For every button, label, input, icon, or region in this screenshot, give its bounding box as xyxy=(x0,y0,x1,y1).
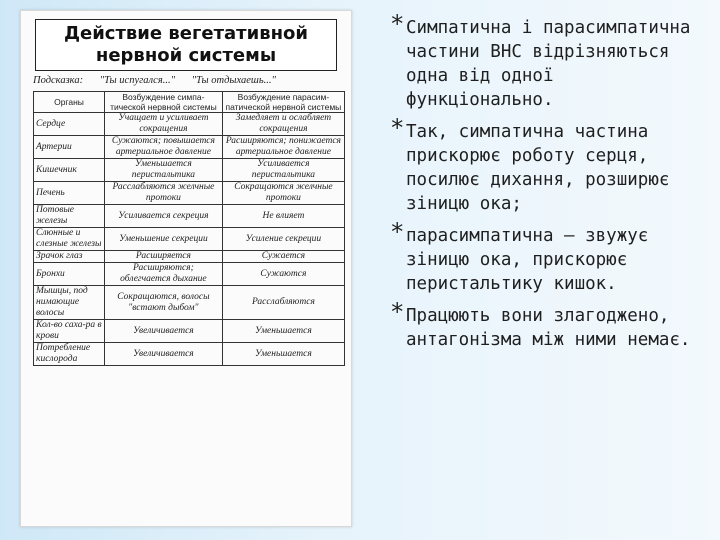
organ-cell: Кол-во саха-ра в крови xyxy=(34,320,105,343)
bullet-mark: * xyxy=(390,218,405,246)
sympathetic-cell: Уменьшается перистальтика xyxy=(105,159,223,182)
scanned-table-image xyxy=(20,10,352,527)
sympathetic-cell: Сокращаются, волосы "встают дыбом" xyxy=(105,286,223,320)
bullet-mark: * xyxy=(390,298,405,326)
organ-cell: Сердце xyxy=(34,113,105,136)
header-sympathetic: Возбуждение симпа-тической нервной системы xyxy=(105,92,223,113)
organ-cell: Потовые железы xyxy=(34,205,105,228)
hint-parasympathetic: "Ты отдыхаешь..." xyxy=(191,75,276,86)
sympathetic-cell: Сужаются; повышается артериальное давление xyxy=(105,136,223,159)
bullet-text: Так, симпатична частина прискорює роботу серця, посилює дихання, розширює зіницю ока; xyxy=(406,122,670,214)
table-row xyxy=(34,228,345,251)
header-parasympathetic: Возбуждение парасим-патической нервной системы xyxy=(222,92,344,113)
sympathetic-cell: Расширяются; облегчается дыхание xyxy=(105,263,223,286)
sympathetic-cell: Увеличивается xyxy=(105,343,223,366)
table-row xyxy=(34,113,345,136)
organ-cell: Слюнные и слезные железы xyxy=(34,228,105,251)
organ-cell: Бронхи xyxy=(34,263,105,286)
bullet-mark: * xyxy=(390,10,405,38)
parasympathetic-cell: Уменьшается xyxy=(222,343,344,366)
organ-cell: Зрачок глаз xyxy=(34,251,105,263)
parasympathetic-cell: Расширяются; понижается артериальное давление xyxy=(222,136,344,159)
parasympathetic-cell: Усиливается перистальтика xyxy=(222,159,344,182)
scan-title-line2: нервной системы xyxy=(95,45,277,66)
scan-hint xyxy=(33,75,345,86)
table-row xyxy=(34,343,345,366)
table-row xyxy=(34,182,345,205)
table-row xyxy=(34,286,345,320)
sympathetic-cell: Уменьшение секреции xyxy=(105,228,223,251)
ans-effects-table xyxy=(33,91,345,366)
bullet-item xyxy=(390,218,710,296)
organ-cell: Печень xyxy=(34,182,105,205)
sympathetic-cell: Учащает и усиливает сокращения xyxy=(105,113,223,136)
parasympathetic-cell: Не влияет xyxy=(222,205,344,228)
scan-title xyxy=(35,19,337,71)
table-row xyxy=(34,251,345,263)
organ-cell: Кишечник xyxy=(34,159,105,182)
parasympathetic-cell: Усиление секреции xyxy=(222,228,344,251)
parasympathetic-cell: Расслабляются xyxy=(222,286,344,320)
bullet-text: Симпатична і парасимпатична частини ВНС відрізняються одна від одної функціонально. xyxy=(406,18,691,110)
scan-title-line1: Действие вегетативной xyxy=(63,23,309,44)
parasympathetic-cell: Сужаются xyxy=(222,263,344,286)
parasympathetic-cell: Уменьшается xyxy=(222,320,344,343)
organ-cell: Мышцы, под нимающие волосы xyxy=(34,286,105,320)
bullet-mark: * xyxy=(390,114,405,142)
table-row xyxy=(34,263,345,286)
sympathetic-cell: Расширяется xyxy=(105,251,223,263)
sympathetic-cell: Расслабляются желчные протоки xyxy=(105,182,223,205)
hint-label: Подсказка: xyxy=(33,75,84,86)
table-row xyxy=(34,136,345,159)
bullet-item xyxy=(390,10,710,112)
sympathetic-cell: Усиливается секреция xyxy=(105,205,223,228)
table-row xyxy=(34,205,345,228)
sympathetic-cell: Увеличивается xyxy=(105,320,223,343)
organ-cell: Потребление кислорода xyxy=(34,343,105,366)
table-row xyxy=(34,320,345,343)
table-row xyxy=(34,159,345,182)
hint-sympathetic: "Ты испугался..." xyxy=(99,75,175,86)
header-organs: Органы xyxy=(34,92,105,113)
bullet-text: Працюють вони злагоджено, антагонізма між ними немає. xyxy=(406,306,691,350)
bullet-item xyxy=(390,114,710,216)
parasympathetic-cell: Сужается xyxy=(222,251,344,263)
table-header-row xyxy=(34,92,345,113)
bullet-text-list xyxy=(390,10,710,360)
parasympathetic-cell: Сокращаются желчные протоки xyxy=(222,182,344,205)
organ-cell: Артерии xyxy=(34,136,105,159)
bullet-text: парасимпатична – звужує зіницю ока, прискорює перистальтику кишок. xyxy=(406,226,649,294)
bullet-item xyxy=(390,298,710,352)
parasympathetic-cell: Замедляет и ослабляет сокращения xyxy=(222,113,344,136)
